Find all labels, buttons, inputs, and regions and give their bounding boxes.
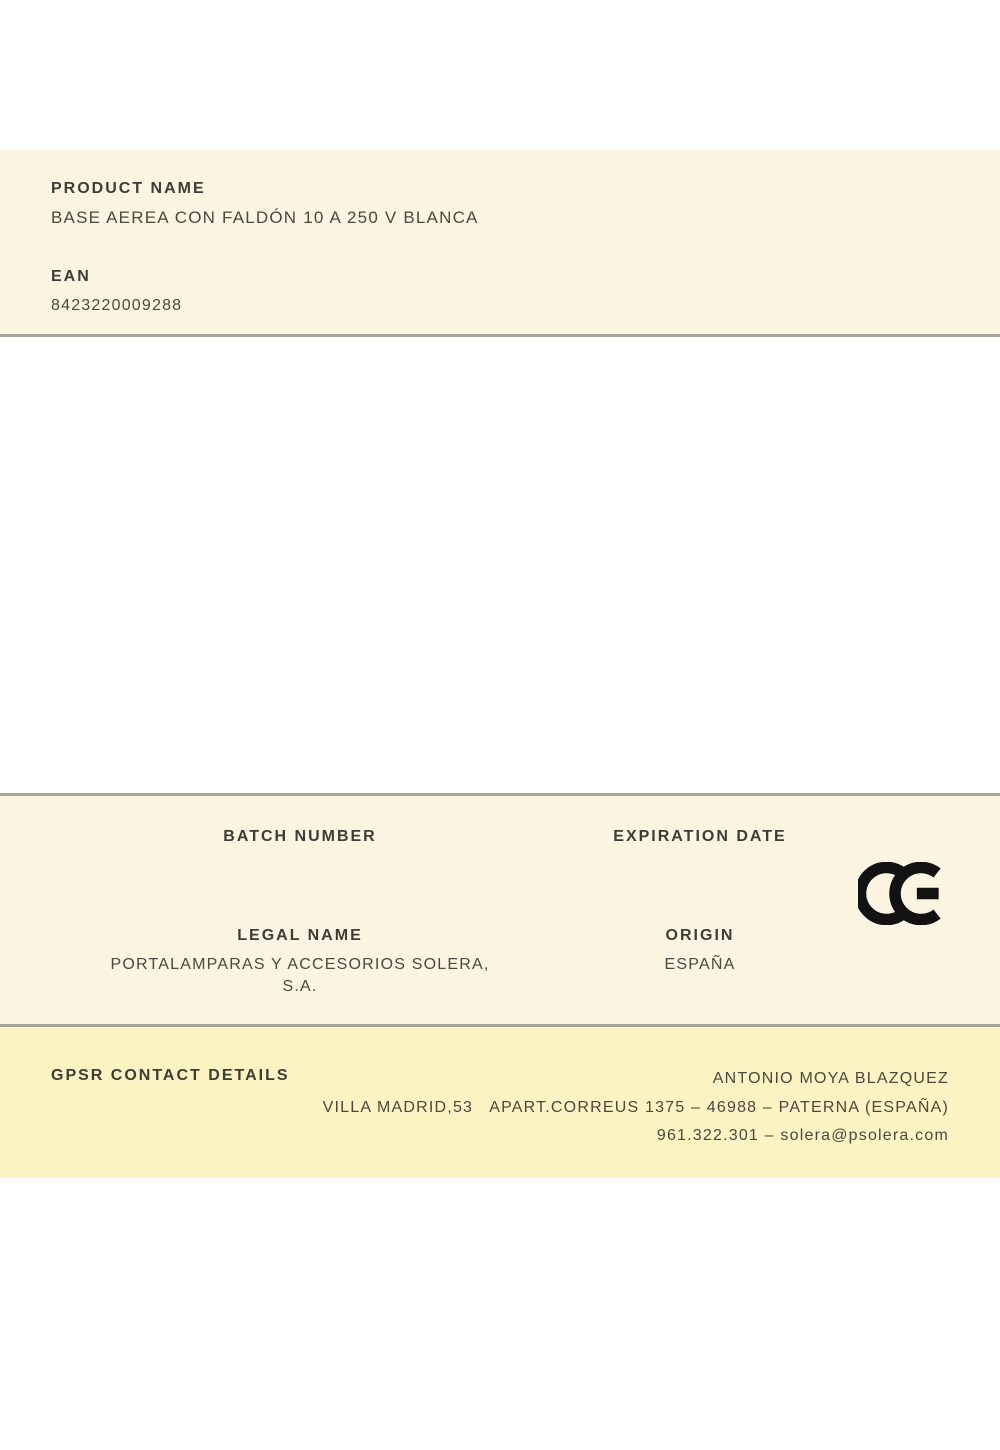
legal-origin-row (100, 925, 900, 998)
batch-expiration-row (100, 826, 900, 855)
product-name-block (51, 178, 949, 229)
contact-name: ANTONIO MOYA BLAZQUEZ (712, 1070, 949, 1087)
gpsr-contact-block (290, 1065, 949, 1151)
ean-label: EAN (51, 268, 91, 285)
origin-value: ESPAÑA (664, 956, 736, 973)
batch-legal-band (0, 793, 1000, 1027)
legal-name-value: PORTALAMPARAS Y ACCESORIOS SOLERA, S.A. (110, 956, 490, 995)
gpsr-contact-band (0, 1027, 1000, 1178)
ce-mark-icon (858, 862, 943, 925)
batch-number-block (100, 826, 500, 855)
product-info-band (0, 150, 1000, 337)
legal-name-block (100, 925, 500, 998)
contact-phone-email: 961.322.301 – solera@psolera.com (656, 1127, 949, 1144)
origin-label: ORIGIN (665, 927, 735, 944)
product-name-label: PRODUCT NAME (51, 180, 206, 197)
expiration-date-label: EXPIRATION DATE (613, 828, 787, 845)
origin-block (500, 925, 900, 998)
product-name-value: BASE AEREA CON FALDÓN 10 A 250 V BLANCA (51, 208, 479, 227)
expiration-date-block (500, 826, 900, 855)
batch-number-label: BATCH NUMBER (223, 828, 377, 845)
gpsr-contact-label: GPSR CONTACT DETAILS (51, 1067, 290, 1084)
legal-name-label: LEGAL NAME (237, 927, 363, 944)
contact-address: VILLA MADRID,53 APART.CORREUS 1375 – 46988 – PATERNA (ESPAÑA) (322, 1098, 949, 1116)
ean-block (51, 266, 949, 317)
ean-value: 8423220009288 (51, 297, 183, 314)
